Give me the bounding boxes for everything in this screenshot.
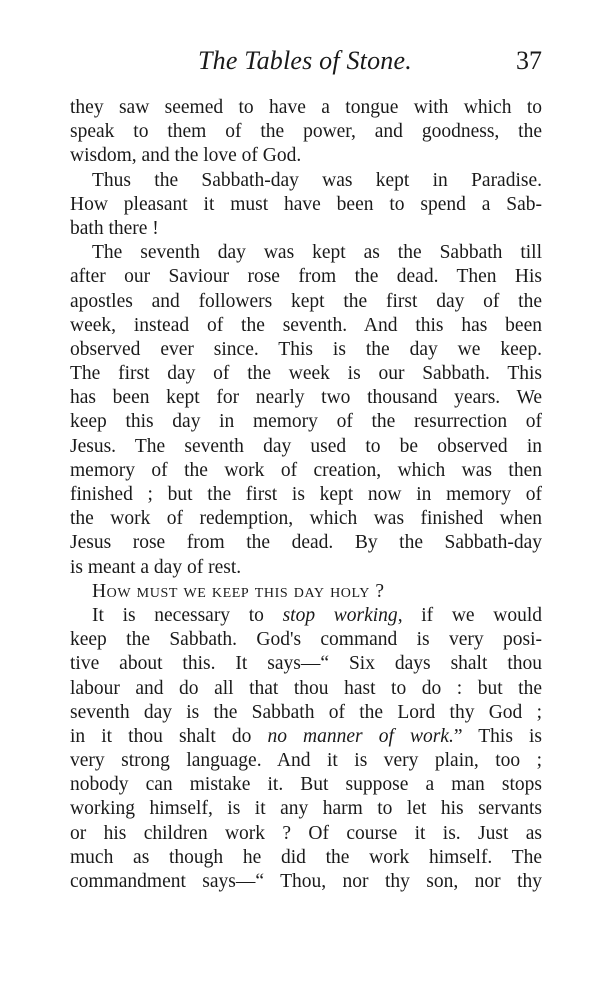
paragraph-start-line <box>70 604 542 628</box>
text-run: It is necessary to <box>92 604 283 626</box>
text-line: Jesus rose from the dead. By the Sabbath-day <box>70 532 542 554</box>
text-line <box>70 725 542 749</box>
paragraph-start-line: Thus the Sabbath-day was kept in Paradise. <box>92 169 542 191</box>
emphasis-text: no manner of work. <box>267 725 454 747</box>
text-line: commandment says—“ Thou, nor thy son, nor thy <box>70 871 542 892</box>
text-line: much as though he did the work himself. The <box>70 846 542 868</box>
text-line: they saw seemed to have a tongue with which to <box>70 97 542 118</box>
text-line: is meant a day of rest. <box>70 556 242 578</box>
text-line: very strong language. And it is very plain, too ; <box>70 750 542 772</box>
text-line: week, instead of the seventh. And this has been <box>70 314 542 336</box>
section-question: How must we keep this day holy ? <box>92 580 385 602</box>
body-text <box>70 96 542 894</box>
text-run: , if we would <box>397 604 542 626</box>
emphasis-text: stop working <box>282 604 398 626</box>
text-line: observed ever since. This is the day we keep. <box>70 338 542 360</box>
text-line: labour and do all that thou hast to do : but the <box>70 677 542 699</box>
text-line: bath there ! <box>70 217 159 239</box>
text-line: has been kept for nearly two thousand years. We <box>70 387 542 409</box>
text-run: in it thou shalt do <box>70 725 268 747</box>
text-line: finished ; but the first is kept now in memory of <box>70 484 542 505</box>
text-line: speak to them of the power, and goodness, the <box>70 121 542 143</box>
text-line: keep this day in memory of the resurrection of <box>70 411 542 433</box>
text-line: after our Saviour rose from the dead. Then His <box>70 266 542 288</box>
text-line: seventh day is the Sabbath of the Lord thy God ; <box>70 701 542 723</box>
text-line: The first day of the week is our Sabbath. This <box>70 363 542 385</box>
text-line: the work of redemption, which was finished when <box>70 508 542 530</box>
text-run: ” This is <box>453 725 542 747</box>
text-line: keep the Sabbath. God's command is very posi- <box>70 629 542 651</box>
text-line: apostles and followers kept the first day of the <box>70 290 542 312</box>
page-number: 37 <box>516 46 542 75</box>
text-line: wisdom, and the love of God. <box>70 145 302 167</box>
text-line: nobody can mistake it. But suppose a man stops <box>70 774 542 796</box>
text-line: memory of the work of creation, which was then <box>70 459 542 481</box>
text-line: or his children work ? Of course it is. Just as <box>70 822 542 844</box>
text-line: Jesus. The seventh day used to be observed in <box>70 435 542 457</box>
text-line: working himself, is it any harm to let his servants <box>70 798 542 820</box>
running-head-title: The Tables of Stone. <box>198 46 412 75</box>
text-line: tive about this. It says—“ Six days shalt thou <box>70 653 542 675</box>
running-head <box>70 42 542 78</box>
text-line: How pleasant it must have been to spend a Sab- <box>70 193 542 215</box>
paragraph-start-line: The seventh day was kept as the Sabbath till <box>92 242 542 264</box>
